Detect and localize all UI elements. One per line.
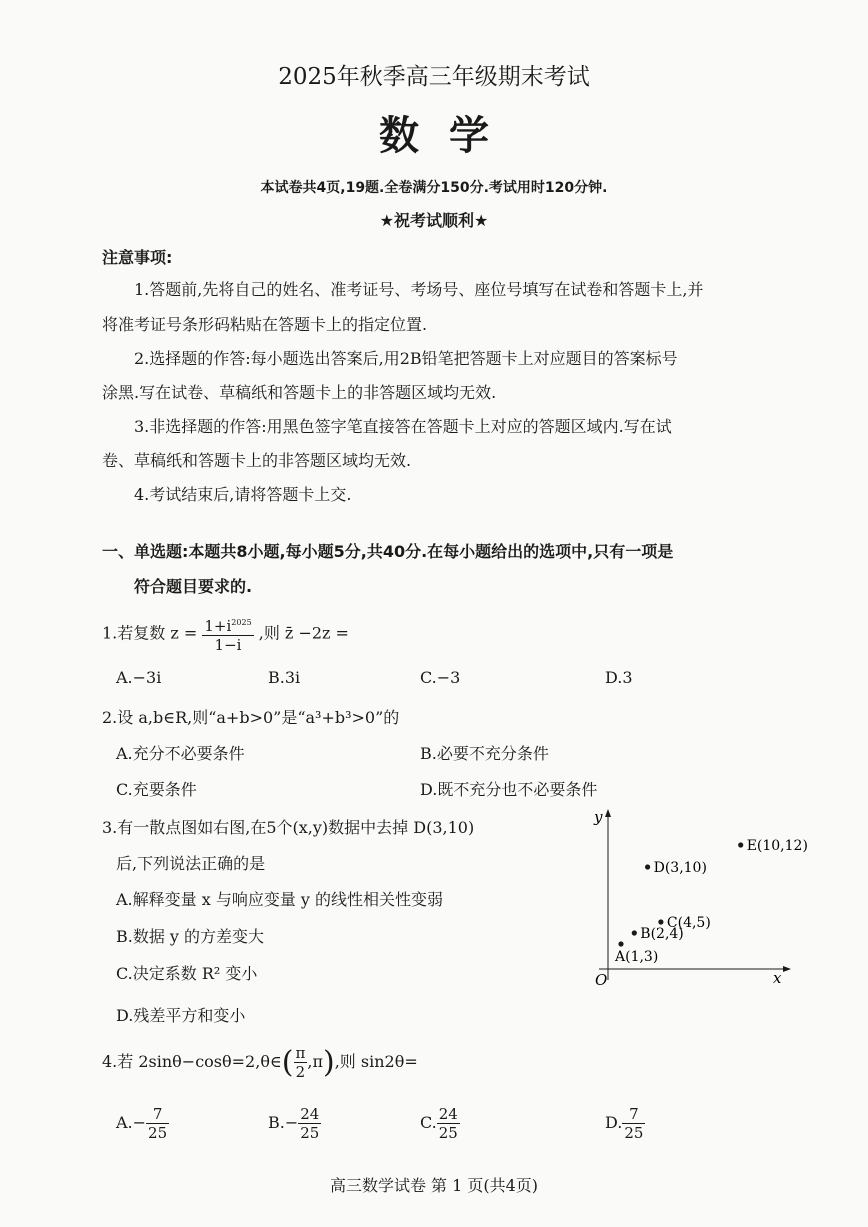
- q4-option-d[interactable]: D. $\frac{7}{25}$: [605, 1105, 644, 1142]
- question-4-stem: [102, 1044, 418, 1081]
- exam-info: 本试卷共4页,19题.全卷满分150分.考试用时120分钟.: [260, 180, 608, 196]
- question-2-stem: 2.设 a,b∈R,则“a+b>0”是“a³+b³>0”的: [102, 708, 400, 727]
- q4-interval-fraction: [294, 1044, 308, 1081]
- scatter-point-label-3: C(4,5): [666, 915, 711, 931]
- scatter-point-label-4: D(3,10): [653, 860, 707, 876]
- q3-option-d[interactable]: D.残差平方和变小: [116, 1006, 246, 1025]
- q4-option-c[interactable]: C. $\frac{24}{25}$: [420, 1105, 458, 1142]
- q2-option-a[interactable]: A.充分不必要条件: [116, 744, 245, 763]
- q3-option-b[interactable]: B.数据 y 的方差变大: [116, 927, 265, 946]
- question-3-stem-1: 3.有一散点图如右图,在5个(x,y)数据中去掉 D(3,10): [102, 818, 475, 837]
- scatter-point-label-5: E(10,12): [746, 838, 808, 854]
- q1-option-b[interactable]: B.3i: [268, 668, 301, 687]
- q1-option-a[interactable]: A.−3i: [116, 668, 162, 687]
- q2-option-b[interactable]: B.必要不充分条件: [420, 744, 549, 763]
- note-line-4: 涂黑.写在试卷、草稿纸和答题卡上的非答题区域均无效.: [102, 383, 497, 402]
- q2-option-c[interactable]: C.充要条件: [116, 780, 197, 799]
- note-line-1: 1.答题前,先将自己的姓名、准考证号、考场号、座位号填写在试卷和答题卡上,并: [134, 280, 704, 299]
- scatter-points: [614, 838, 808, 965]
- page-footer: 高三数学试卷 第 1 页(共4页): [329, 1176, 539, 1195]
- q1-option-d[interactable]: D.3: [605, 668, 633, 687]
- question-3-stem-2: 后,下列说法正确的是: [116, 854, 266, 873]
- good-luck-banner: ★祝考试顺利★: [379, 211, 489, 230]
- q4-suffix: ,则 sin2θ=: [334, 1052, 418, 1071]
- subject-title: 数学: [379, 112, 519, 159]
- q1-numerator: $1+i^{2025}$: [202, 614, 253, 636]
- x-axis-arrow: [783, 966, 791, 972]
- q3-option-a[interactable]: A.解释变量 x 与响应变量 y 的线性相关性变弱: [116, 890, 444, 909]
- question-1-stem: [102, 614, 349, 654]
- notes-heading: 注意事项:: [102, 248, 173, 267]
- scatter-point-label-1: A(1,3): [615, 949, 659, 965]
- scatter-point-2: [632, 930, 637, 935]
- note-line-3: 2.选择题的作答:每小题选出答案后,用2B铅笔把答题卡上对应题目的答案标号: [134, 349, 678, 368]
- scatter-plot: [585, 805, 808, 990]
- scatter-point-4: [645, 864, 650, 869]
- q1-prefix: 1.若复数 z =: [102, 623, 198, 643]
- scatter-point-5: [738, 842, 743, 847]
- q1-option-c[interactable]: C.−3: [420, 668, 461, 687]
- q4-option-a[interactable]: A.− $\frac{7}{25}$: [116, 1105, 168, 1142]
- q3-option-c[interactable]: C.决定系数 R² 变小: [116, 964, 258, 983]
- q1-denominator: 1−i: [214, 636, 242, 654]
- q1-suffix: ,则 z̄ −2z =: [258, 623, 349, 643]
- note-line-6: 卷、草稿纸和答题卡上的非答题区域均无效.: [102, 451, 412, 470]
- q4-right-paren: ): [322, 1045, 335, 1080]
- note-line-7: 4.考试结束后,请将答题卡上交.: [134, 485, 352, 504]
- x-axis-label: x: [773, 969, 782, 987]
- q4-option-b[interactable]: B.− $\frac{24}{25}$: [268, 1105, 320, 1142]
- q4-interval-numerator: π: [295, 1044, 306, 1062]
- q2-option-d[interactable]: D.既不充分也不必要条件: [420, 780, 598, 799]
- scatter-point-label-2: B(2,4): [640, 926, 684, 942]
- q4-left-paren: (: [281, 1045, 294, 1080]
- y-axis-label: y: [594, 808, 603, 826]
- exam-title: 2025年秋季高三年级期末考试: [278, 64, 590, 90]
- q4-interval-tail: ,π: [307, 1052, 323, 1071]
- q4-interval-denominator: 2: [295, 1063, 306, 1081]
- q1-fraction: [202, 614, 253, 654]
- note-line-5: 3.非选择题的作答:用黑色签字笔直接答在答题卡上对应的答题区域内.写在试: [134, 417, 672, 436]
- section-heading-line-1: 一、单选题:本题共8小题,每小题5分,共40分.在每小题给出的选项中,只有一项是: [102, 542, 674, 561]
- scatter-point-1: [618, 941, 623, 946]
- note-line-2: 将准考证号条形码粘贴在答题卡上的指定位置.: [102, 315, 428, 334]
- scatter-point-3: [658, 919, 663, 924]
- section-heading-line-2: 符合题目要求的.: [134, 577, 253, 596]
- y-axis-arrow: [605, 809, 611, 817]
- q4-prefix: 4.若 2sinθ−cosθ=2,θ∈: [102, 1052, 282, 1071]
- origin-label: O: [595, 971, 608, 989]
